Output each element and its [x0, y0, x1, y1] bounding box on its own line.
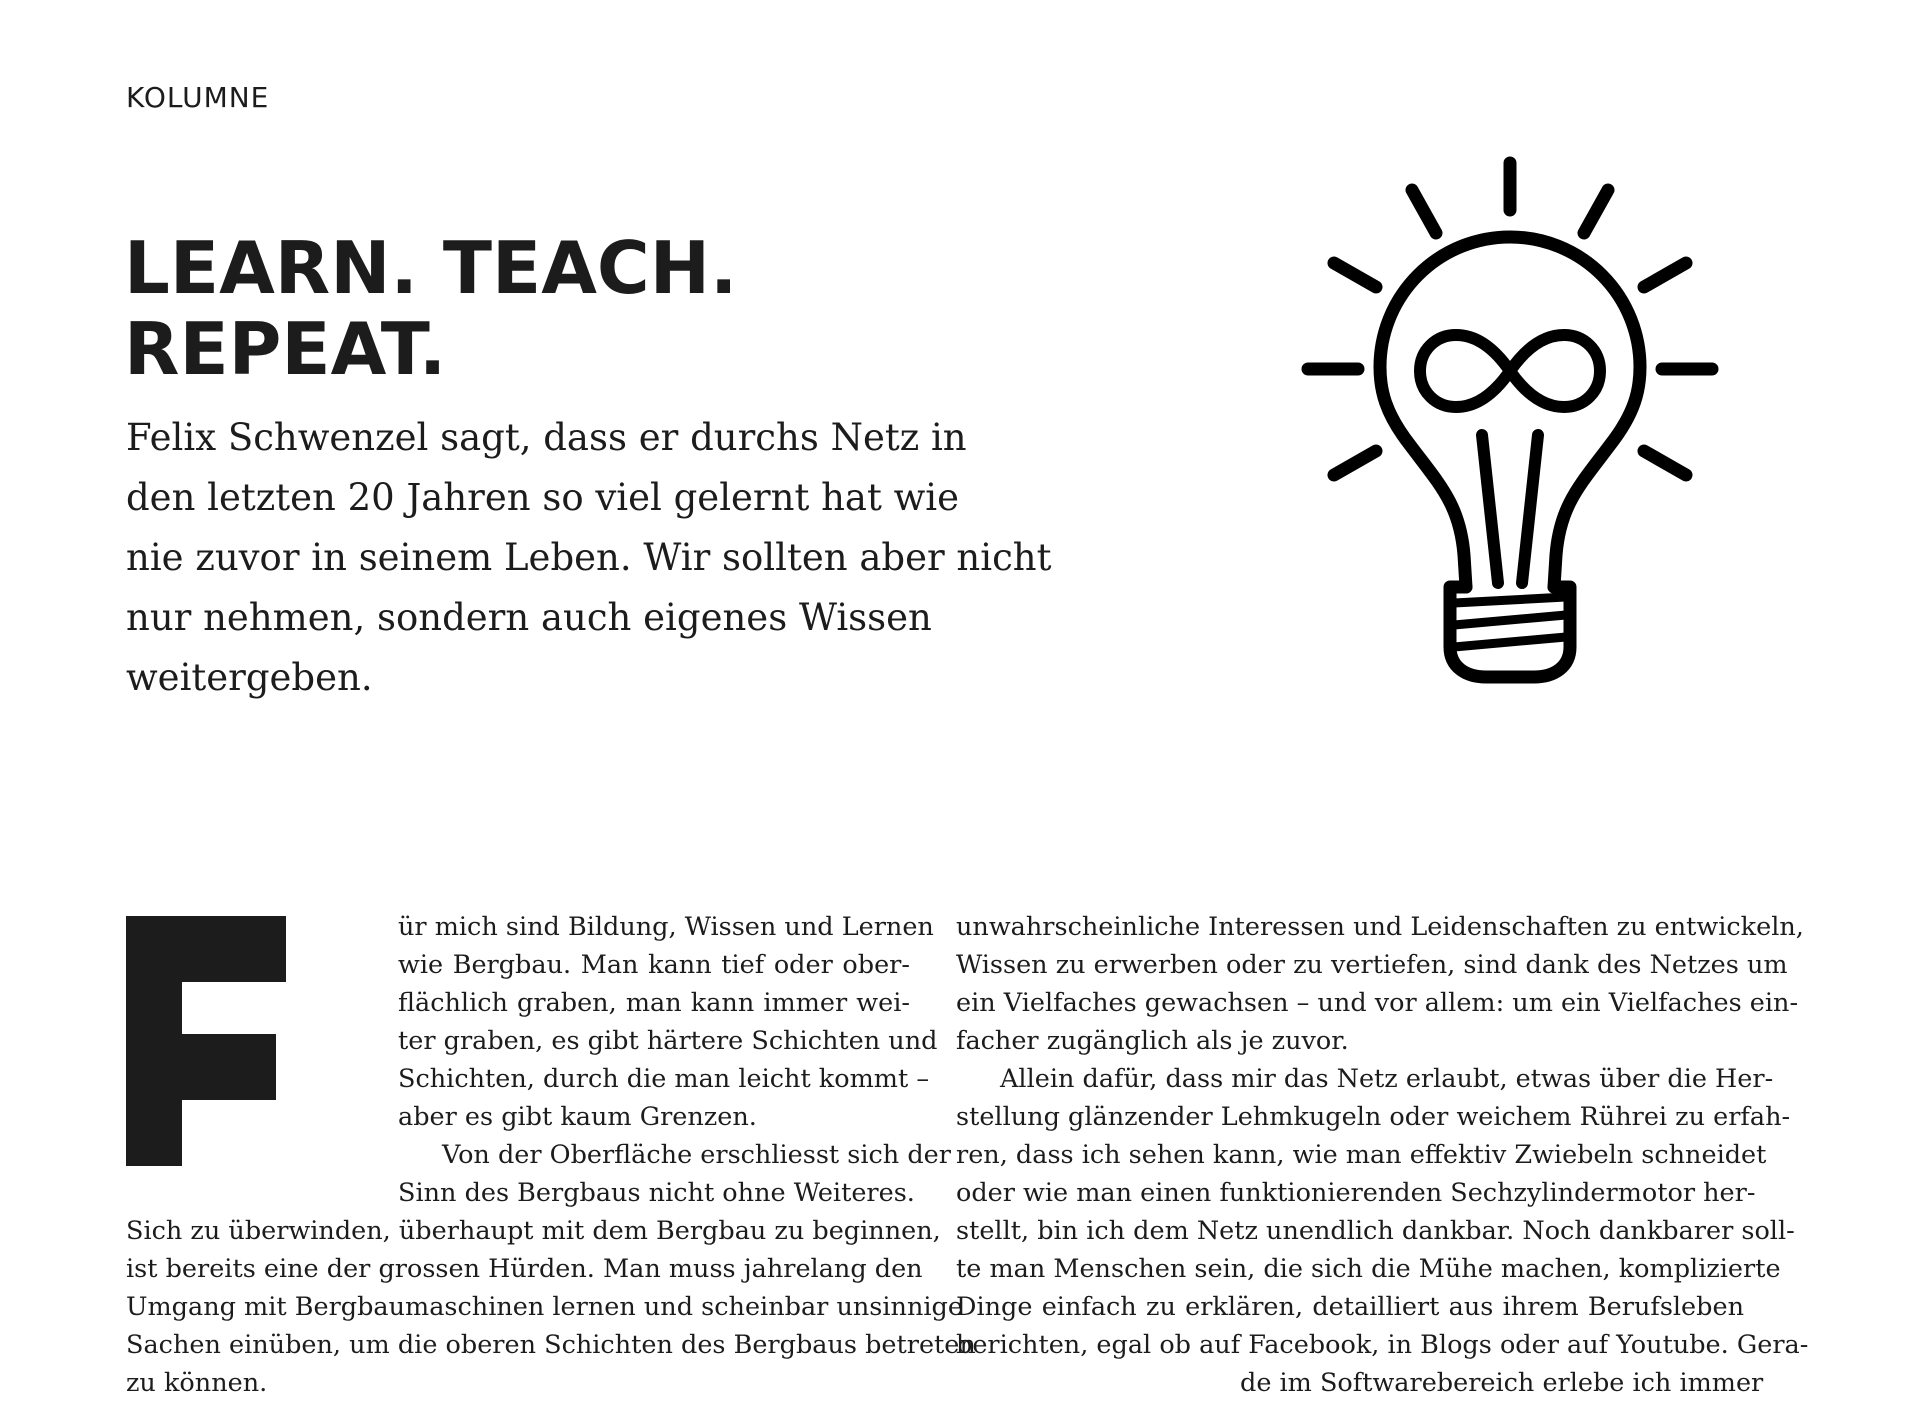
body-line: Sachen einüben, um die oberen Schichten des Bergbaus betreten: [126, 1330, 976, 1360]
body-line: Dinge einfach zu erklären, detailliert aus ihrem Berufsleben: [956, 1292, 1744, 1322]
body-line: Sich zu überwinden, überhaupt mit dem Bergbau zu beginnen,: [126, 1216, 941, 1246]
body-line: berichten, egal ob auf Facebook, in Blogs oder auf Youtube. Gera-: [956, 1330, 1809, 1360]
section-kicker: KOLUMNE: [126, 81, 270, 114]
body-line: stellung glänzender Lehmkugeln oder weichem Rührei zu erfah-: [956, 1102, 1791, 1132]
body-line: aber es gibt kaum Grenzen.: [398, 1102, 757, 1132]
article-lead: [126, 408, 1052, 708]
body-line: Sinn des Bergbaus nicht ohne Weiteres.: [398, 1178, 915, 1208]
body-line: unwahrscheinliche Interessen und Leidenschaften zu entwickeln,: [956, 912, 1804, 942]
article-column-right: [956, 908, 1809, 1402]
body-line: ist bereits eine der grossen Hürden. Man muss jahrelang den: [126, 1254, 923, 1284]
lead-line: nie zuvor in seinem Leben. Wir sollten aber nicht: [126, 536, 1052, 579]
lead-line: weitergeben.: [126, 656, 373, 699]
lightbulb-infinity-icon: [1270, 145, 1750, 685]
body-line: de im Softwarebereich erlebe ich immer: [1240, 1368, 1764, 1398]
bulb-threads: [1454, 597, 1566, 647]
headline-line: REPEAT.: [124, 307, 447, 391]
filament: [1482, 435, 1538, 583]
body-line: zu können.: [126, 1368, 268, 1398]
body-line: te man Menschen sein, die sich die Mühe machen, komplizierte: [956, 1254, 1781, 1284]
infinity-symbol: [1420, 335, 1600, 407]
bulb-outline: [1380, 237, 1640, 587]
article-column-left-bottom: [126, 1212, 976, 1402]
lead-line: nur nehmen, sondern auch eigenes Wissen: [126, 596, 932, 639]
body-line: wie Bergbau. Man kann tief oder ober-: [398, 950, 910, 980]
article-column-left-top: [398, 908, 951, 1212]
headline-line: LEARN. TEACH.: [124, 226, 738, 310]
body-line: ür mich sind Bildung, Wissen und Lernen: [398, 912, 934, 942]
body-line: oder wie man einen funktionierenden Sechzylindermotor her-: [956, 1178, 1756, 1208]
body-line: Wissen zu erwerben oder zu vertiefen, sind dank des Netzes um: [956, 950, 1788, 980]
body-line: stellt, bin ich dem Netz unendlich dankbar. Noch dankbarer soll-: [956, 1216, 1795, 1246]
light-rays: [1308, 163, 1712, 475]
body-line: Schichten, durch die man leicht kommt –: [398, 1064, 930, 1094]
article-headline: [124, 228, 1024, 390]
body-line: flächlich graben, man kann immer wei-: [398, 988, 910, 1018]
body-line: Umgang mit Bergbaumaschinen lernen und scheinbar unsinnige: [126, 1292, 963, 1322]
body-line: facher zugänglich als je zuvor.: [956, 1026, 1349, 1056]
lead-line: Felix Schwenzel sagt, dass er durchs Netz in: [126, 416, 967, 459]
body-line: ren, dass ich sehen kann, wie man effektiv Zwiebeln schneidet: [956, 1140, 1767, 1170]
body-line: Von der Oberfläche erschliesst sich der: [442, 1140, 951, 1170]
body-line: Allein dafür, dass mir das Netz erlaubt, etwas über die Her-: [1000, 1064, 1774, 1094]
lead-line: den letzten 20 Jahren so viel gelernt hat wie: [126, 476, 959, 519]
drop-cap: [126, 916, 286, 1166]
body-line: ein Vielfaches gewachsen – und vor allem: um ein Vielfaches ein-: [956, 988, 1799, 1018]
body-line: ter graben, es gibt härtere Schichten und: [398, 1026, 938, 1056]
